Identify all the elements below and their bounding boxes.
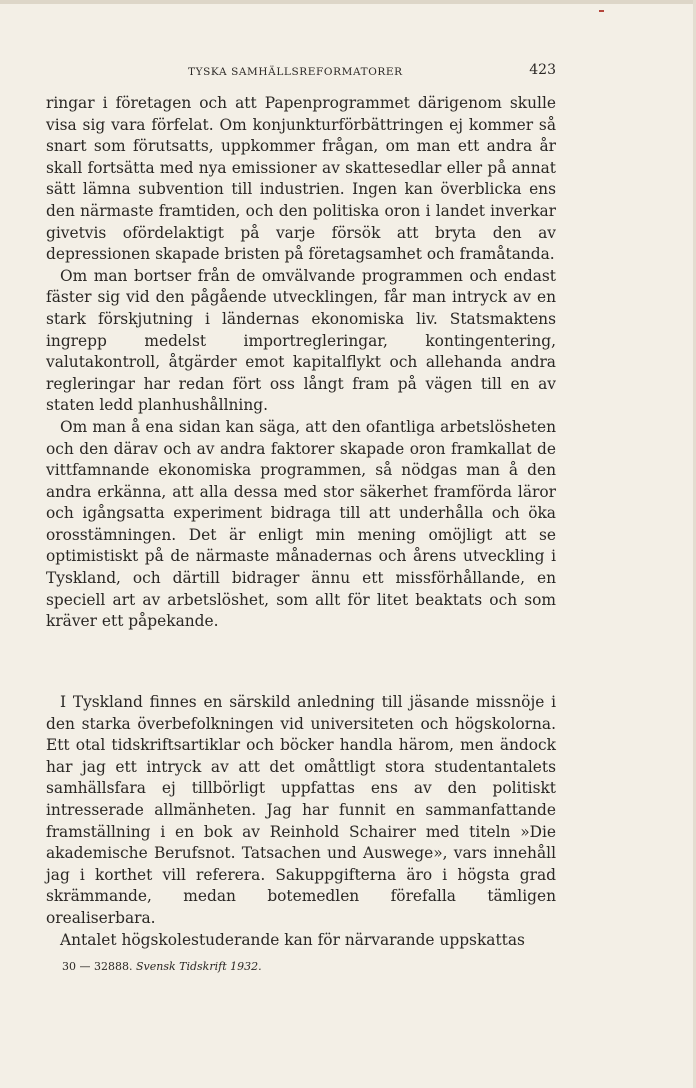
paragraph: Om man bortser från de omvälvande programmen och endast fäster sig vid den pågående utvecklingen, får man intryck av en stark förskjutning i ländernas ekonomiska liv. Statsmaktens ingrepp medelst importregleringar, kontingentering, valutakontroll, åtgärder emot kapitalflykt och allehanda andra regleringar har redan fört oss långt fram på vägen till en av staten ledd planhushållning. xyxy=(46,266,556,415)
page-edge-top xyxy=(0,0,696,4)
running-head: TYSKA SAMHÄLLSREFORMATORER xyxy=(188,66,403,78)
signature-mark: 30 — 32888. xyxy=(62,960,133,973)
paragraph: ringar i företagen och att Papenprogrammet därigenom skulle visa sig vara förfelat. Om konjunkturförbättringen ej kommer så snart som förutsatts, uppkommer frågan, om man ett andra år skall fortsätta med nya emissioner av skattesedlar eller på annat sätt lämna subvention till industrien. Ingen kan överblicka ens den närmaste framtiden, och den politiska oron i landet inverkar givetvis ofördelaktigt på varje försök att bryta den av depressionen skapade bristen på företagsamhet och framåtanda. xyxy=(46,94,556,264)
paragraph: I Tyskland finnes en särskild anledning till jäsande missnöje i den starka överbefolkningen vid universiteten och högskolorna. Ett otal tidskriftsartiklar och böcker handla härom, men ändock har jag ett intryck av att det omåttligt stora studentantalets samhällsfara ej tillbörligt uppfattas ens av den politiskt intresserade allmänheten. Jag har funnit en sammanfattande framställning i en bok av Reinhold Schairer med titeln »Die akademische Berufsnot. Tatsachen und Auswege», vars innehåll jag i korthet vill referera. Sakuppgifterna äro i högsta grad skrämmande, medan botemedlen förefalla tämligen orealiserbara. xyxy=(46,693,556,927)
paragraph: Om man å ena sidan kan säga, att den ofantliga arbetslösheten och den därav och av andra faktorer skapade oron framkallat de vittfamnande ekonomiska programmen, så nödgas man å den andra erkänna, att alla dessa med stor säkerhet framförda läror och igångsatta experiment bidraga till att underhålla och öka orosstämningen. Det är enligt min mening omöjligt att se optimistiskt på de närmaste månadernas och årens utveckling i Tyskland, och därtill bidrager ännu ett missförhållande, en speciell art av arbetslöshet, som allt för litet beaktats och som kräver ett påpekande. xyxy=(46,417,556,631)
journal-name: Svensk Tidskrift 1932. xyxy=(135,960,262,973)
footer-signature xyxy=(62,960,262,973)
body-text-section-1 xyxy=(46,93,556,633)
paragraph: Antalet högskolestuderande kan för närvarande uppskattas xyxy=(60,930,525,949)
body-text-section-2 xyxy=(46,692,556,951)
page-number: 423 xyxy=(529,62,556,78)
margin-mark xyxy=(599,10,604,12)
